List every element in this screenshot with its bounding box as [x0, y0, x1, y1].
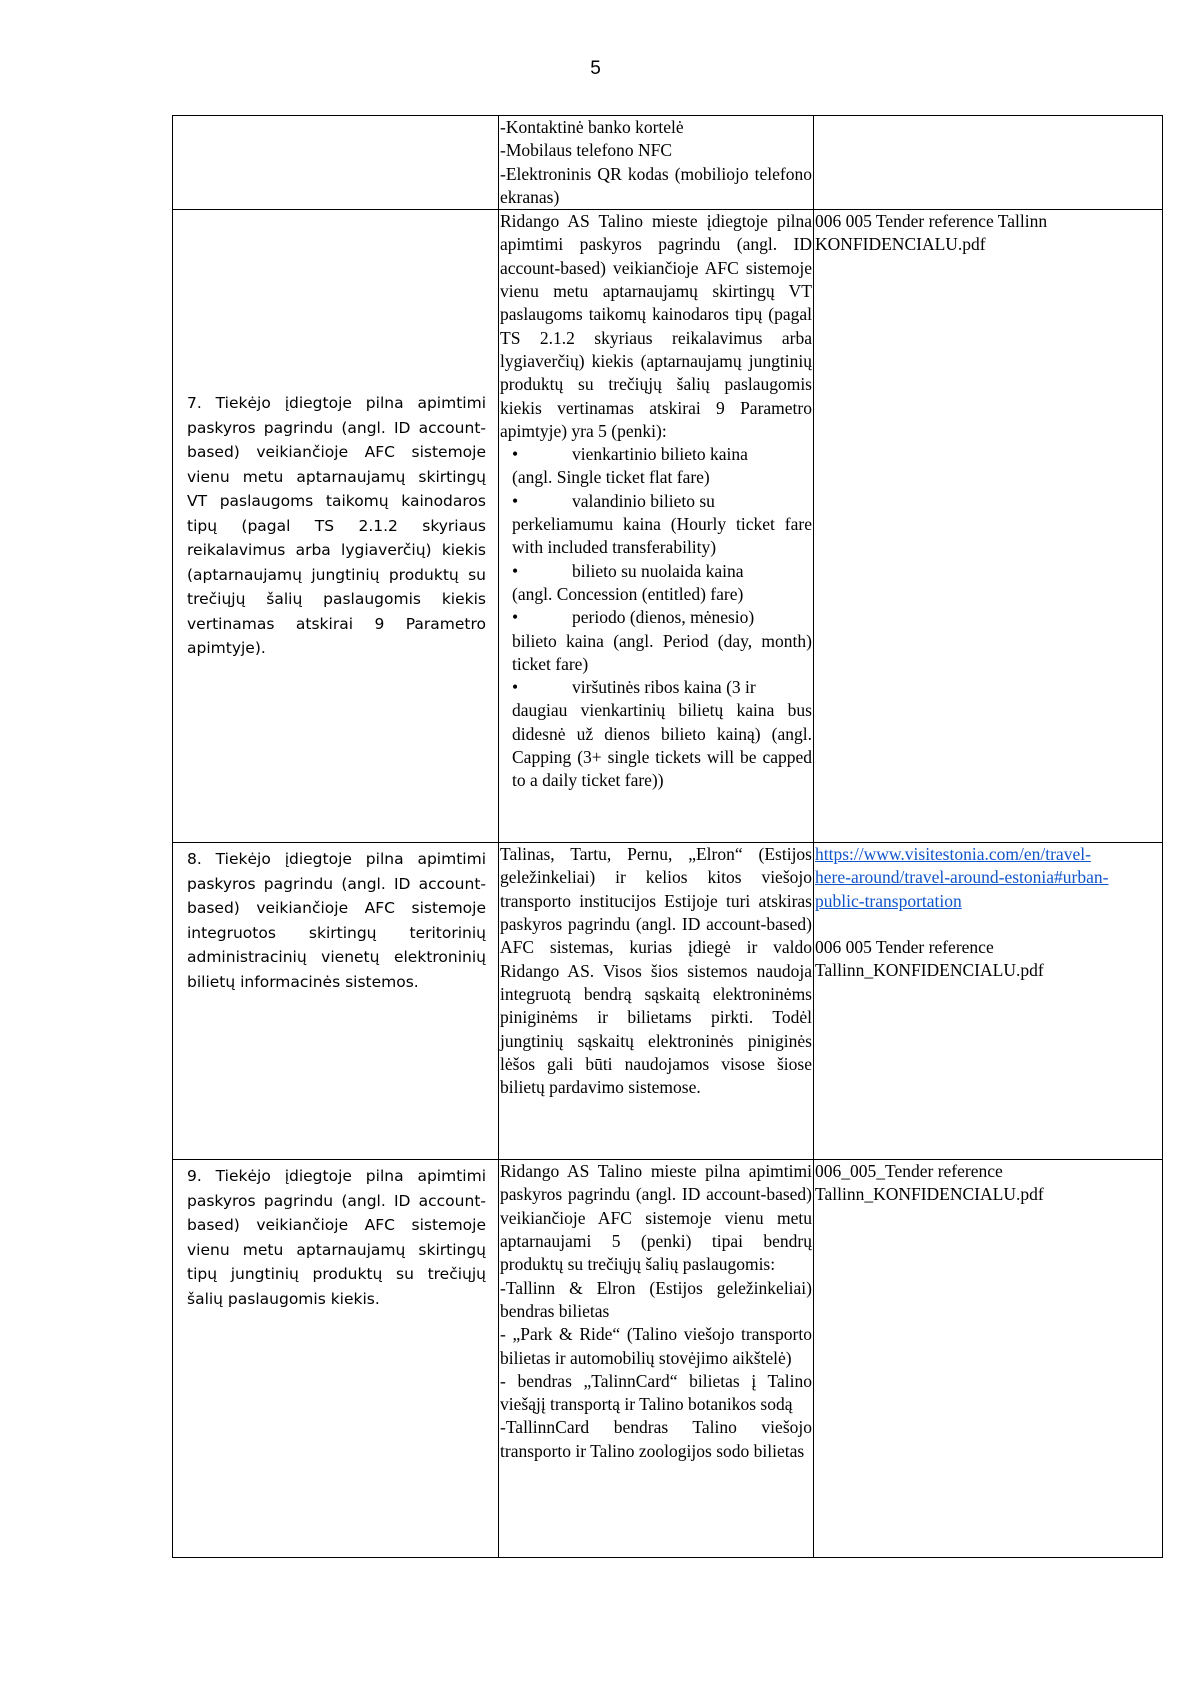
bullet-icon: •: [512, 560, 519, 581]
link-line: public-transportation: [815, 890, 962, 911]
bullet-icon: •: [512, 607, 519, 628]
table-row-criterion-8: [173, 843, 1163, 1160]
table-row-continuation: [173, 116, 1163, 210]
description-cell: [499, 1160, 814, 1558]
list-item: [512, 443, 812, 490]
bullet-icon: •: [512, 677, 519, 698]
bullet-rest: bilieto kaina (angl. Period (day, month) ticket fare): [512, 630, 812, 674]
list-item: [512, 676, 812, 792]
bullet-rest: (angl. Concession (entitled) fare): [512, 583, 744, 604]
reference-file: 006_005_Tender reference Tallinn_KONFIDENCIALU.pdf: [815, 1161, 1044, 1205]
description-line: -Tallinn & Elron (Estijos geležinkeliai) bendras bilietas: [500, 1277, 812, 1321]
criterion-cell: [173, 843, 499, 1160]
bullet-lead: valandinio bilieto su: [572, 490, 715, 511]
reference-cell: [814, 1160, 1163, 1558]
description-line: -Elektroninis QR kodas (mobiliojo telefono ekranas): [500, 163, 812, 207]
description-cell: [499, 210, 814, 843]
description-line: -Mobilaus telefono NFC: [500, 140, 673, 161]
link-line: https://www.visitestonia.com/en/travel-: [815, 844, 1091, 865]
bullet-rest: daugiau vienkartinių bilietų kaina bus didesnė už dienos bilieto kainą) (angl. Capping (3+ single tickets will be capped to a daily ticket fare)): [512, 700, 812, 791]
fare-type-list: [500, 443, 812, 792]
reference-cell: [814, 210, 1163, 843]
spacer: [815, 913, 1161, 936]
description-text: Talinas, Tartu, Pernu, „Elron“ (Estijos geležinkeliai) ir kelios kitos viešojo transporto institucijos Estijoje turi atskiras paskyros pagrindu (angl. ID account-based) AFC sistemas, kurias įdiegė ir valdo Ridango AS. Visos šios sistemos naudoja integruotą bendrą sąskaitą elektroninėms piniginėms ir bilietams pirkti. Todėl jungtinių sąskaitų elektroninės piniginės lėšos gali būti naudojamos visose šiose bilietų pardavimo sistemose.: [500, 844, 812, 1098]
list-item: [512, 560, 812, 607]
criterion-text: 9. Tiekėjo įdiegtoje pilna apimtimi paskyros pagrindu (angl. ID account-based) veikiančioje AFC sistemoje vienu metu aptarnaujamų skirtingų tipų jungtinių produktų su trečiųjų šalių paslaugomis kiekis.: [187, 1167, 486, 1308]
table-row-criterion-9: [173, 1160, 1163, 1558]
visitestonia-link[interactable]: [815, 843, 1161, 913]
bullet-rest: (angl. Single ticket flat fare): [512, 467, 710, 488]
description-intro: Ridango AS Talino mieste įdiegtoje pilna apimtimi paskyros pagrindu (angl. ID account-based) veikiančioje AFC sistemoje vienu metu aptarnaujamų skirtingų VT paslaugoms taikomų kainodaros tipų (pagal TS 2.1.2 skyriaus reikalavimus arba lygiaverčių) kiekis (aptarnaujamų jungtinių produktų su trečiųjų šalių paslaugomis kiekis vertinamas atskirai 9 Parametro apimtyje) yra 5 (penki):: [500, 211, 812, 441]
description-cell: [499, 116, 814, 210]
bullet-lead: periodo (dienos, mėnesio): [572, 607, 755, 628]
reference-file: 006 005 Tender reference Tallinn KONFIDENCIALU.pdf: [815, 211, 1048, 255]
reference-cell: [814, 116, 1163, 210]
bullet-icon: •: [512, 444, 519, 465]
criteria-table: [172, 115, 1163, 1558]
criterion-cell: [173, 210, 499, 843]
link-line: here-around/travel-around-estonia#urban-: [815, 867, 1109, 888]
table-row-criterion-7: [173, 210, 1163, 843]
criterion-cell: [173, 116, 499, 210]
description-line: Ridango AS Talino mieste pilna apimtimi paskyros pagrindu (angl. ID account-based) veikiančioje AFC sistemoje vienu metu aptarnaujami 5 (penki) tipai bendrų produktų su trečiųjų šalių paslaugomis:: [500, 1161, 812, 1275]
description-cell: [499, 843, 814, 1160]
description-line: - „Park & Ride“ (Talino viešojo transporto bilietas ir automobilių stovėjimo aikštelė): [500, 1324, 812, 1368]
bullet-lead: bilieto su nuolaida kaina: [572, 560, 744, 581]
description-line: - bendras „TalinnCard“ bilietas į Talino viešąjį transportą ir Talino botanikos sodą: [500, 1370, 812, 1415]
criterion-cell: [173, 1160, 499, 1558]
list-item: [512, 490, 812, 560]
reference-file: 006 005 Tender reference Tallinn_KONFIDENCIALU.pdf: [815, 937, 1044, 981]
description-line: -TallinnCard bendras Talino viešojo transporto ir Talino zoologijos sodo bilietas: [500, 1417, 812, 1461]
list-item: [512, 606, 812, 676]
bullet-icon: •: [512, 490, 519, 511]
description-line: -Kontaktinė banko kortelė: [500, 117, 684, 137]
criterion-text: 8. Tiekėjo įdiegtoje pilna apimtimi paskyros pagrindu (angl. ID account-based) veikiančioje AFC sistemoje integruotos skirtingų teritorinių administracinių vienetų elektroninių bilietų informacinės sistemos.: [187, 850, 486, 991]
criterion-text: 7. Tiekėjo įdiegtoje pilna apimtimi paskyros pagrindu (angl. ID account-based) veikiančioje AFC sistemoje vienu metu aptarnaujamų skirtingų VT paslaugoms taikomų kainodaros tipų (pagal TS 2.1.2 skyriaus reikalavimus arba lygiaverčių) kiekis (aptarnaujamų jungtinių produktų su trečiųjų šalių paslaugomis kiekis vertinamas atskirai 9 Parametro apimtyje).: [187, 394, 486, 658]
page-number: 5: [590, 58, 601, 79]
bullet-rest: perkeliamumu kaina (Hourly ticket fare with included transferability): [512, 514, 812, 558]
bullet-lead: vienkartinio bilieto kaina: [572, 444, 748, 465]
reference-cell: [814, 843, 1163, 1160]
bullet-lead: viršutinės ribos kaina (3 ir: [572, 677, 756, 698]
